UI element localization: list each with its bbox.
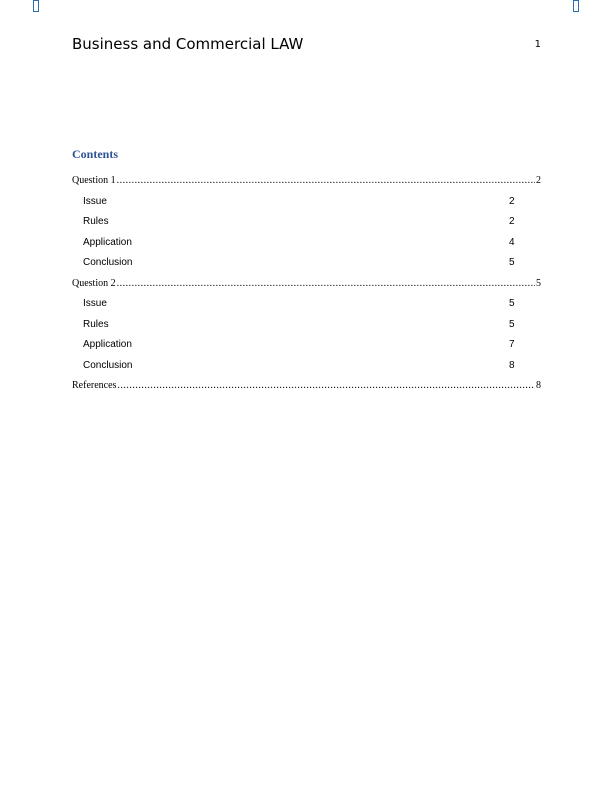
toc-entry-label: Question 1 [72, 175, 116, 186]
toc-entry-page: 5 [509, 318, 515, 330]
toc-entry-page: 8 [509, 359, 515, 371]
toc-entry-label: Rules [83, 318, 109, 330]
toc-entry-page: 2 [509, 195, 515, 207]
toc-entry-label: References [72, 380, 117, 391]
toc-dot-leader [117, 174, 535, 188]
toc-entry-page: 2 [536, 175, 541, 186]
toc-dot-leader [117, 277, 535, 291]
toc-entry-label: Issue [83, 195, 107, 207]
toc-dot-leader [117, 379, 535, 393]
toc-entry-page: 8 [536, 380, 541, 391]
toc-entry-application-2[interactable] [72, 338, 541, 359]
toc-entry-rules-1[interactable] [72, 215, 541, 236]
page-header [72, 35, 541, 55]
toc-entry-label: Rules [83, 216, 109, 227]
toc-entry-label: Issue [83, 298, 107, 309]
toc-entry-conclusion-1[interactable] [72, 256, 541, 277]
toc-entry-page: 5 [536, 277, 541, 289]
toc-entry-label: Conclusion [83, 359, 133, 371]
table-of-contents [72, 174, 541, 400]
toc-entry-page: 4 [509, 236, 515, 248]
toc-entry-issue-1[interactable] [72, 195, 541, 216]
toc-entry-page: 7 [509, 339, 515, 350]
toc-entry-conclusion-2[interactable] [72, 359, 541, 380]
toc-entry-question-2[interactable] [72, 277, 541, 298]
header-title: Business and Commercial LAW [72, 35, 304, 53]
toc-entry-references[interactable] [72, 379, 541, 400]
toc-entry-page: 5 [509, 298, 515, 309]
toc-entry-label: Application [83, 236, 132, 248]
corner-mark-right [573, 0, 579, 12]
toc-entry-application-1[interactable] [72, 236, 541, 257]
toc-entry-issue-2[interactable] [72, 297, 541, 318]
toc-entry-label: Conclusion [83, 257, 133, 268]
toc-entry-label: Question 2 [72, 277, 116, 289]
toc-entry-rules-2[interactable] [72, 318, 541, 339]
toc-entry-question-1[interactable] [72, 174, 541, 195]
toc-entry-page: 5 [509, 257, 515, 268]
contents-heading: Contents [72, 147, 119, 161]
toc-entry-label: Application [83, 339, 132, 350]
header-page-number: 1 [534, 39, 541, 50]
corner-mark-left [33, 0, 39, 12]
toc-entry-page: 2 [509, 216, 515, 227]
